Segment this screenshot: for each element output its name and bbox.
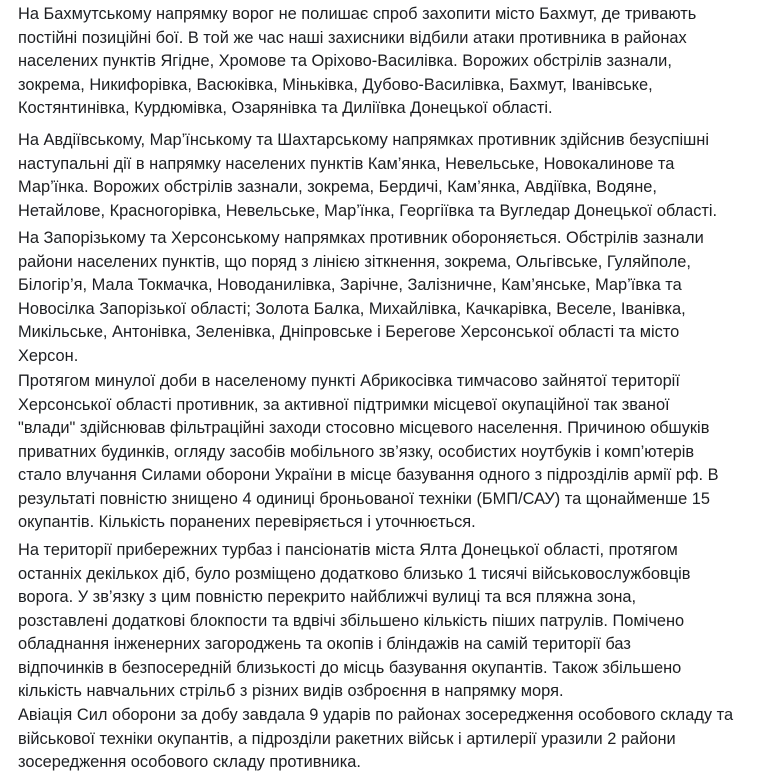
text-line: На Авдіївському, Мар’їнському та Шахтарському напрямках противник здійснив безуспішні xyxy=(18,131,709,149)
text-line: постійні позиційні бої. В той же час наші захисники відбили атаки противника в районах xyxy=(18,28,687,47)
text-line: обладнання інженерних загороджень та окопів і бліндажів на самій території баз xyxy=(18,635,631,653)
text-line: Микільське, Антонівка, Зеленівка, Дніпровське і Берегове Херсонської області та місто xyxy=(18,323,680,341)
text-line: Протягом минулої доби в населеному пункті Абрикосівка тимчасово зайнятої території xyxy=(18,372,680,390)
text-line: зосередження особового складу противника. xyxy=(18,753,361,771)
text-line: останніх декількох діб, було розміщено додатково близько 1 тисячі військовослужбовців xyxy=(18,564,691,583)
text-line: Херсонської області противник, за активної підтримки місцевої окупаційної так званої xyxy=(18,395,670,414)
text-line: Новосілка Запорізької області; Золота Балка, Михайлівка, Качкарівка, Веселе, Іванівка, xyxy=(18,299,686,318)
text-line: населених пунктів Ягідне, Хромове та Оріхово-Василівка. Ворожих обстрілів зазнали, xyxy=(18,52,672,70)
text-line: Костянтинівка, Курдюмівка, Озарянівка та Диліївка Донецької області. xyxy=(18,99,553,117)
text-line: військової техніки окупантів, а підрозділи ракетних військ і артилерії уразили 2 райони xyxy=(18,729,676,748)
text-line: результаті повністю знищено 4 одиниці броньованої техніки (БМП/САУ) та щонайменше 15 xyxy=(18,489,710,508)
text-line: Авіація Сил оборони за добу завдала 9 ударів по районах зосередження особового складу та xyxy=(18,706,734,724)
text-line: Нетайлове, Красногорівка, Невельське, Мар’їнка, Георгіївка та Вугледар Донецької області. xyxy=(18,201,718,220)
text-line: кількість навчальних стрільб з різних видів озброєння в напрямку моря. xyxy=(18,682,564,700)
text-line: зокрема, Никифорівка, Васюківка, Міньківка, Дубово-Василівка, Бахмут, Іванівське, xyxy=(18,75,653,94)
text-line: На території прибережних турбаз і пансіонатів міста Ялта Донецької області, протягом xyxy=(18,541,678,559)
text-line: Білогір’я, Мала Токмачка, Новоданилівка, Зарічне, Залізничне, Кам’янське, Мар’ївка та xyxy=(18,276,682,294)
text-line: На Запорізькому та Херсонському напрямках противник обороняється. Обстрілів зазнали xyxy=(18,229,704,247)
text-line: ворога. У зв’язку з цим повністю перекрито найближчі вулиці та вся пляжна зона, xyxy=(18,588,637,606)
text-line: На Бахмутському напрямку ворог не полишає спроб захопити місто Бахмут, де тривають xyxy=(18,5,697,23)
text-line: відпочинків в безпосередній близькості до місць базування окупантів. Також збільшено xyxy=(18,658,682,677)
text-line: Мар’їнка. Ворожих обстрілів зазнали, зокрема, Бердичі, Кам’янка, Авдіївка, Водяне, xyxy=(18,178,657,196)
paragraph-zaporizhzhia-kherson xyxy=(18,227,704,368)
text-line: "влади" здійснював фільтраційні заходи стосовно місцевого населення. Причиною обшуків xyxy=(18,419,710,437)
text-line: стало влучання Силами оборони України в місце базування одного з підрозділів армії рф. В xyxy=(18,466,719,484)
text-line: наступальні дії в напрямку населених пунктів Кам’янка, Невельське, Новокалинове та xyxy=(18,154,675,173)
paragraph-abrykosivka xyxy=(18,370,719,535)
text-line: окупантів. Кількість поранених перевіряється і уточнюється. xyxy=(18,513,476,531)
text-line: розставлені додаткові блокпости та вдвічі збільшено кількість піших патрулів. Помічено xyxy=(18,611,685,630)
text-line: райони населених пунктів, що поряд з лінією зіткнення, зокрема, Ольгівське, Гуляйполе, xyxy=(18,252,691,271)
paragraph-yalta xyxy=(18,539,690,704)
paragraph-avdiivka xyxy=(18,129,717,223)
text-line: Херсон. xyxy=(18,346,79,365)
paragraph-bakhmut xyxy=(18,3,696,121)
paragraph-aviation xyxy=(18,704,733,775)
text-line: приватних будинків, огляду засобів мобільного зв’язку, особистих ноутбуків і комп’ютерів xyxy=(18,442,695,461)
